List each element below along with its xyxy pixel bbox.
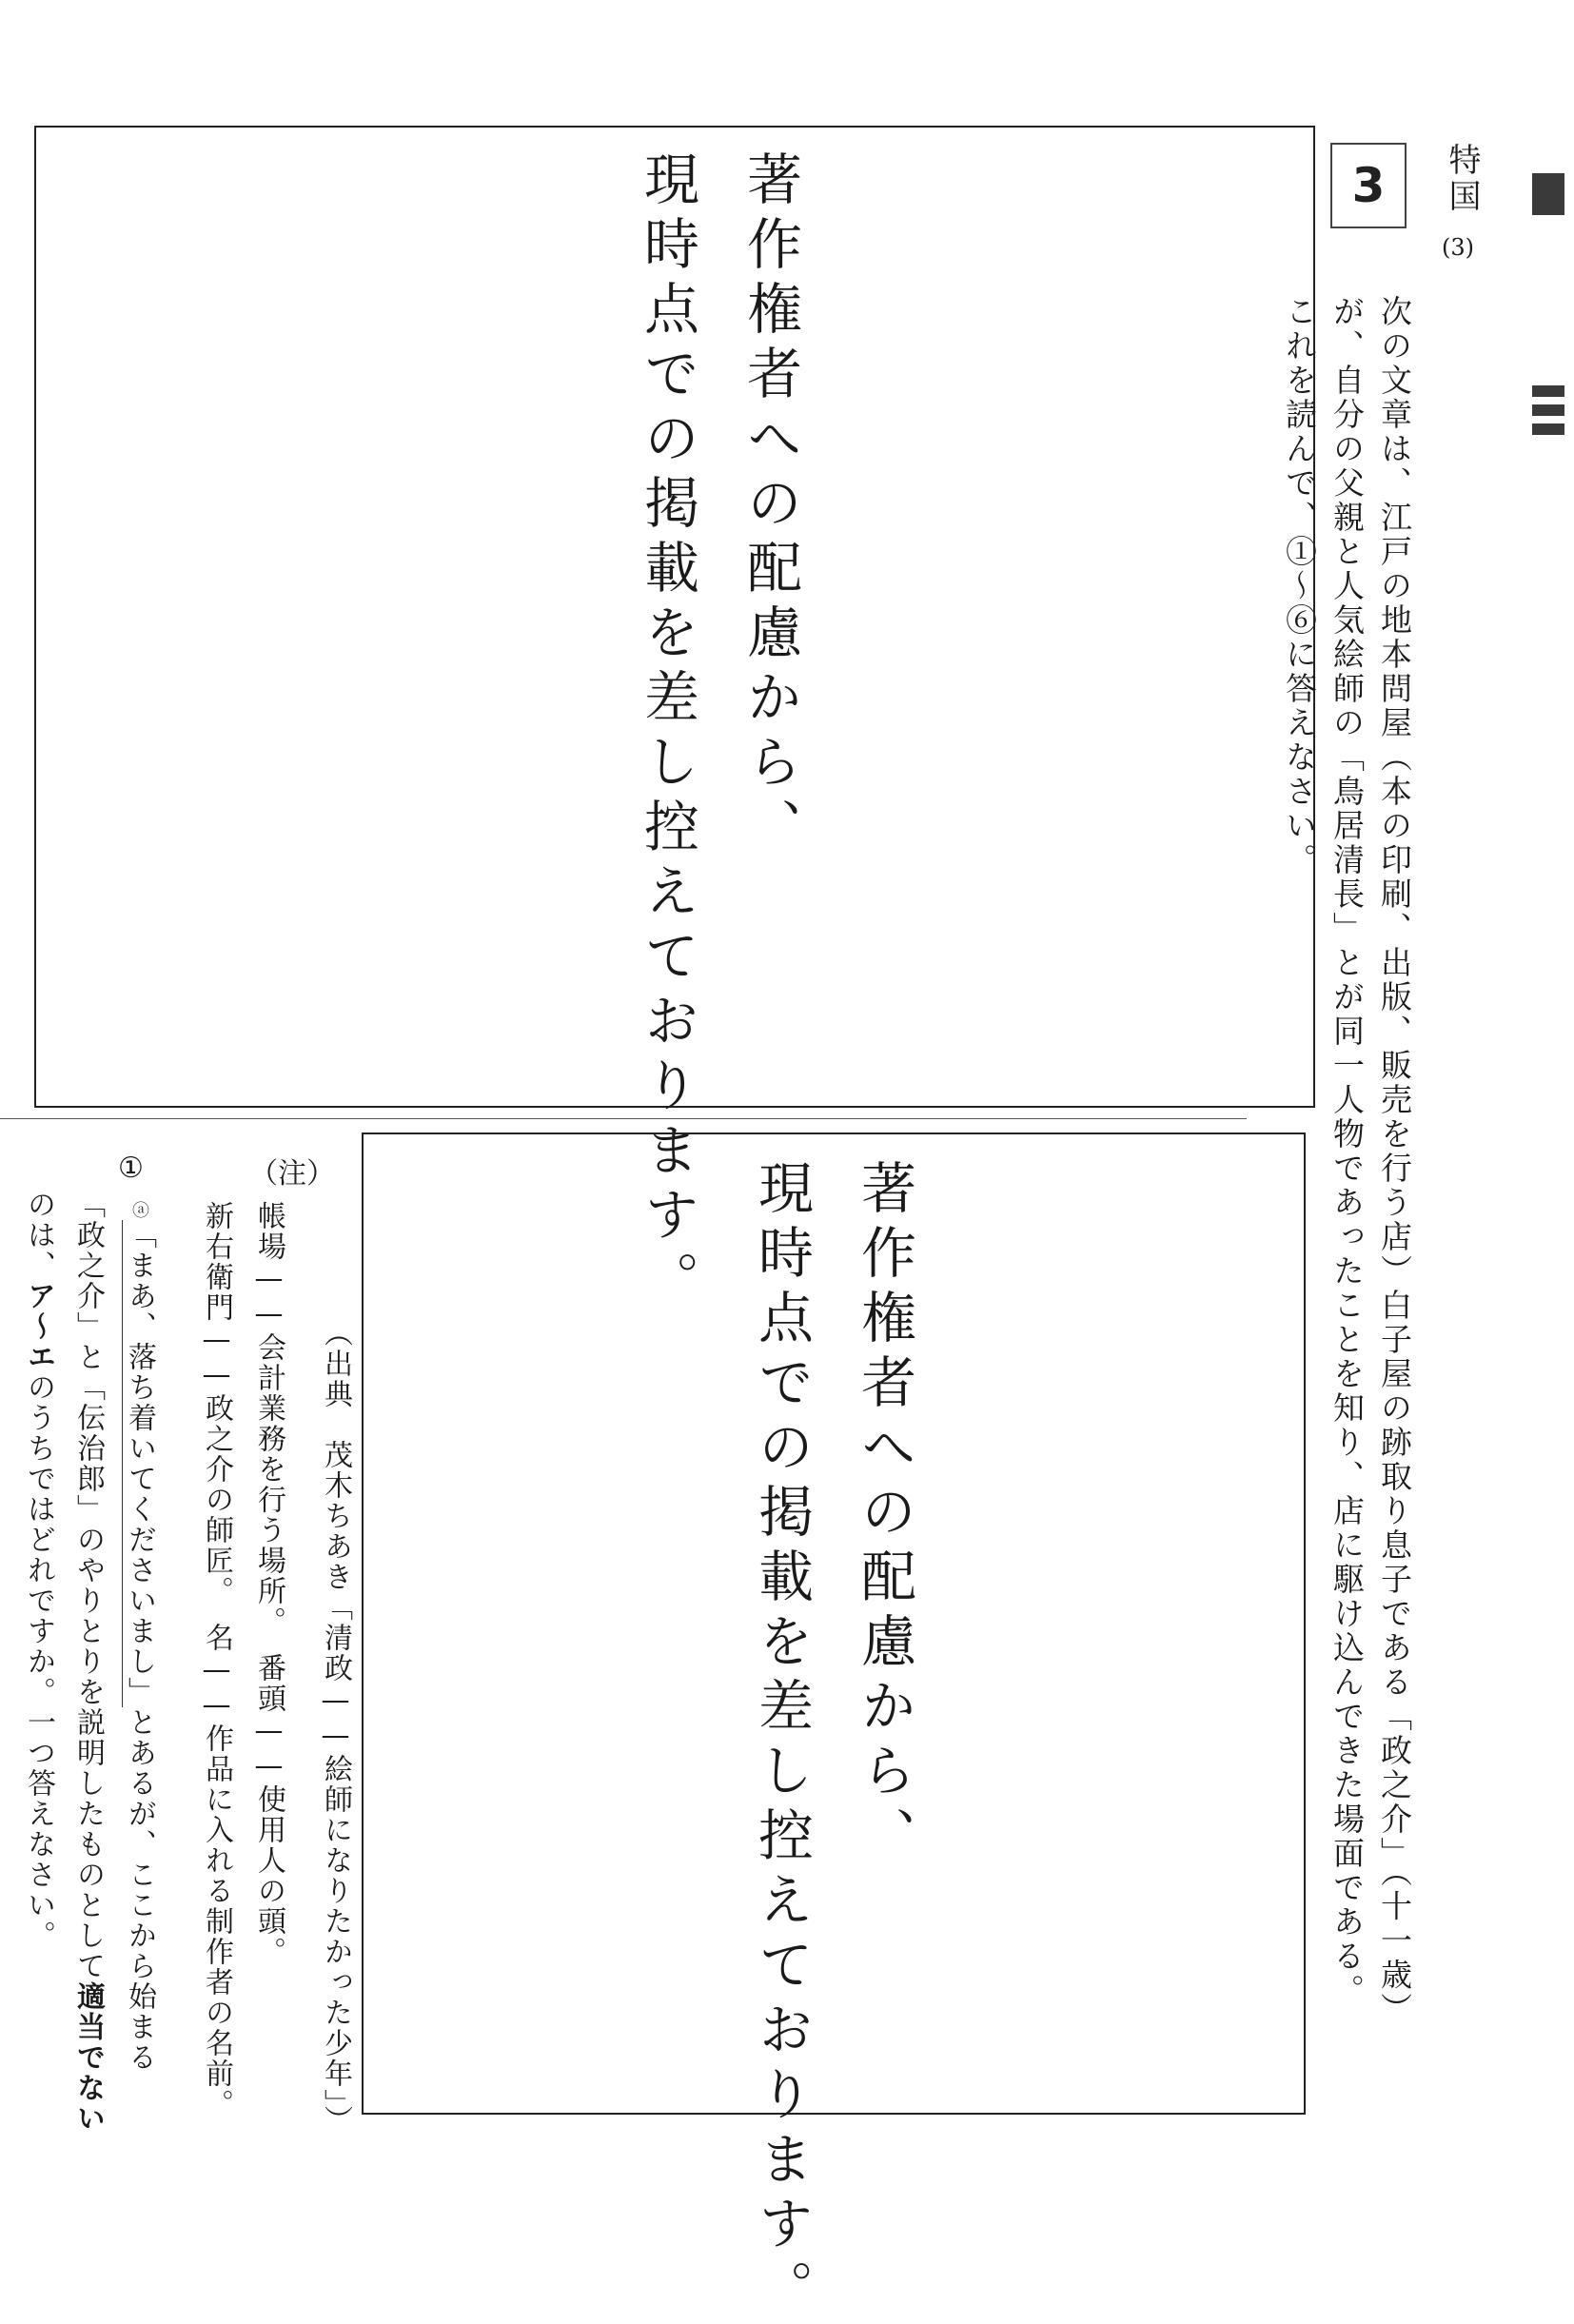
notice-box-1-line-1: 著作権者への配慮から、	[738, 150, 802, 862]
question-1-line-1	[118, 1201, 160, 2073]
emphasis-choice-range: ア〜エ	[22, 1281, 55, 1372]
registration-mark-bar	[1532, 404, 1564, 416]
notice-box-2-line-2: 現時点での掲載を差し控えております。	[749, 1159, 814, 2324]
source-citation: （出典 茂木ちあき「清政——絵師になりたかった少年」）	[319, 1318, 352, 2136]
notice-box-2	[362, 1132, 1306, 2115]
question-number-box: 3	[1330, 143, 1407, 228]
question-1-number: ①	[118, 1152, 144, 1185]
registration-mark-bar	[1532, 423, 1564, 435]
intro-text: 次の文章は、江戸の地本問屋（本の印刷、出版、販売を行う店）白子屋の跡取り息子である「政之介」（十一歳）が、自分の父親と人気絵師の「鳥居清長」とが同一人物であったことを知り、店に駆け込んできた場面である。これを読んで、①〜⑥に答えなさい。	[1281, 295, 1413, 2011]
emphasis-not-appropriate: 適当でない	[71, 1981, 105, 2134]
registration-mark-square	[1532, 173, 1564, 215]
note-item: 新右衛門——政之介の師匠。 名——作品に入れる制作者の名前。	[200, 1201, 233, 2119]
subject-code: (3)	[1442, 234, 1474, 261]
question-1-line-2: 「政之介」と「伝治郎」のやりとりを説明したものとして適当でない	[71, 1190, 105, 2134]
question-quote: 「まあ、落ち着いてくださいまし」	[123, 1220, 156, 1707]
subject-label: 特国	[1443, 143, 1481, 215]
notes-heading: （注）	[249, 1157, 335, 1191]
quote-marker: ⓐ	[129, 1201, 149, 1220]
question-1-line-3: のは、ア〜エのうちではどれですか。一つ答えなさい。	[22, 1190, 55, 1951]
registration-mark-bar	[1532, 385, 1564, 397]
question-1-line-1-rest: とあるが、ここから始まる	[123, 1707, 156, 2073]
notice-box-2-line-1: 著作権者への配慮から、	[852, 1159, 916, 1871]
note-item: 帳場——会計業務を行う場所。 番頭——使用人の頭。	[252, 1201, 285, 1967]
section-divider	[0, 1118, 1247, 1119]
notice-box-1-line-2: 現時点での掲載を差し控えております。	[635, 150, 699, 1315]
